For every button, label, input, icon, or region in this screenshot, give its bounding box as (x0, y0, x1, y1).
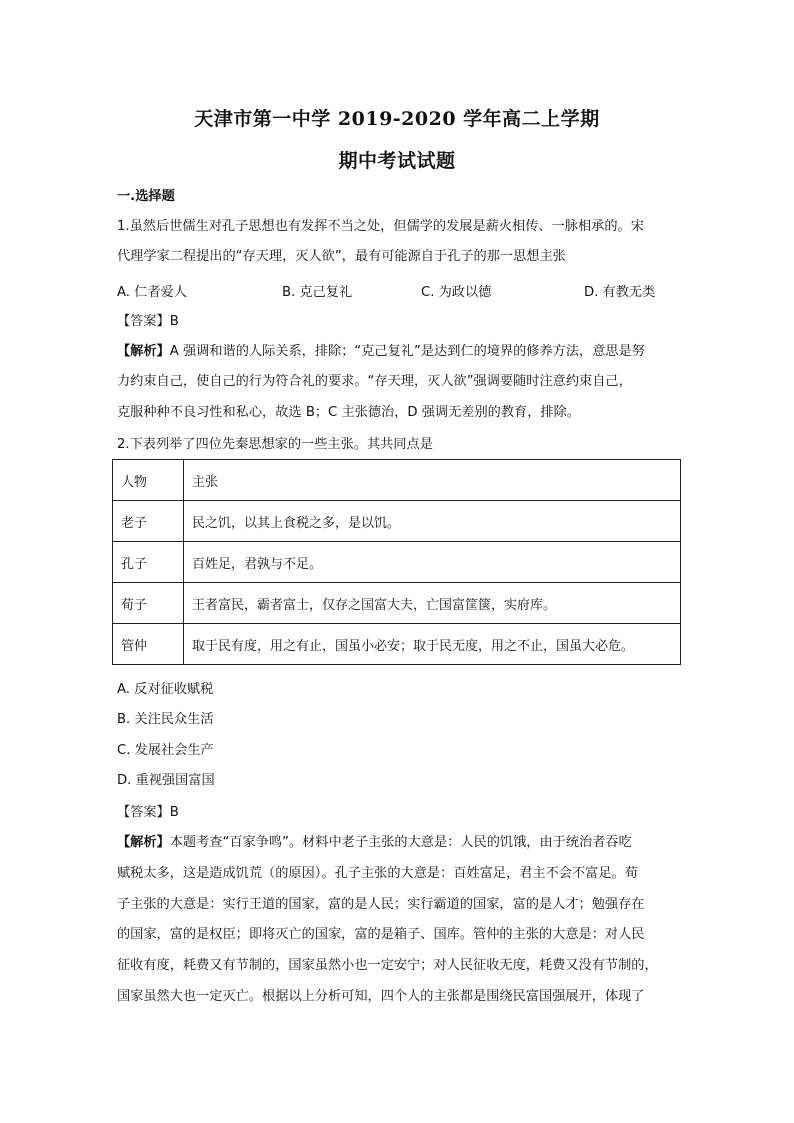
q1-analysis-label: 【解析】 (117, 344, 170, 359)
q2-analysis-line-6: 国家虽然大也一定灭亡。根据以上分析可知，四个人的主张都是围绕民富国强展开，体现了 (117, 989, 645, 1004)
q1-option-b: B. 克己复礼 (282, 285, 353, 300)
table-row (113, 501, 681, 542)
q2-analysis-line-2: 赋税太多，这是造成饥荒（的原因）。孔子主张的大意是：百姓富足，君主不会不富足。荀 (117, 866, 638, 881)
q1-answer: 【答案】B (117, 314, 179, 329)
table-row (113, 583, 681, 624)
q1-analysis-line-1 (117, 343, 679, 361)
q1-analysis-line-3: 克服种种不良习性和私心，故选 B；C 主张德治，D 强调无差别的教育，排除。 (117, 405, 580, 420)
q1-option-a: A. 仁者爱人 (117, 285, 187, 300)
table-header-cell: 主张 (184, 460, 681, 501)
q1-text-line-1: 1.虽然后世儒生对孔子思想也有发挥不当之处，但儒学的发展是薪火相传、一脉相承的。宋 (117, 219, 644, 234)
table-header-row (113, 460, 681, 501)
table-cell-person: 管仲 (113, 624, 184, 665)
table-header-cell: 人物 (113, 460, 184, 501)
q2-analysis-label: 【解析】 (117, 835, 170, 850)
table-cell-person: 孔子 (113, 542, 184, 583)
q2-analysis-line-3: 子主张的大意是：实行王道的国家，富的是人民；实行霸道的国家，富的是人才；勉强存在 (117, 897, 645, 912)
q1-analysis-line-2: 力约束自己，使自己的行为符合礼的要求。“存天理，灭人欲”强调要随时注意约束自己， (117, 374, 632, 389)
q1-analysis-text-1: A 强调和谐的人际关系，排除；“克己复礼”是达到仁的境界的修养方法，意思是努 (169, 344, 645, 359)
document-title-line-2: 期中考试试题 (338, 150, 456, 172)
q2-option-d: D. 重视强国富国 (117, 773, 215, 788)
table-cell-claim: 王者富民，霸者富士，仅存之国富大夫，亡国富筐箧，实府库。 (184, 583, 681, 624)
q2-answer: 【答案】B (117, 805, 179, 820)
q1-options (117, 281, 679, 299)
table-cell-claim: 百姓足，君孰与不足。 (184, 542, 681, 583)
table-cell-claim: 民之饥，以其上食税之多，是以饥。 (184, 501, 681, 542)
q2-table (112, 459, 681, 665)
q2-option-c: C. 发展社会生产 (117, 743, 214, 758)
table-row (113, 542, 681, 583)
q2-analysis-line-4: 的国家，富的是权臣；即将灭亡的国家，富的是箱子、国库。管仲的主张的大意是：对人民 (117, 927, 645, 942)
section-heading: 一.选择题 (117, 189, 175, 204)
table-cell-person: 老子 (113, 501, 184, 542)
document-title-line-1: 天津市第一中学 2019-2020 学年高二上学期 (194, 108, 600, 130)
q2-option-a: A. 反对征收赋税 (117, 682, 214, 697)
q2-analysis-line-1 (117, 834, 679, 852)
table-row (113, 624, 681, 665)
q1-option-d: D. 有教无类 (584, 285, 656, 300)
q1-option-c: C. 为政以德 (421, 285, 492, 300)
q2-analysis-text-1: 本题考查“百家争鸣”。材料中老子主张的大意是：人民的饥饿，由于统治者吞吃 (169, 835, 632, 850)
q1-text-line-2: 代理学家二程提出的“存天理，灭人欲”，最有可能源自于孔子的那一思想主张 (117, 249, 566, 264)
table-cell-claim: 取于民有度，用之有止，国虽小必安；取于民无度，用之不止，国虽大必危。 (184, 624, 681, 665)
q2-option-b: B. 关注民众生活 (117, 712, 214, 727)
q2-text: 2.下表列举了四位先秦思想家的一些主张。其共同点是 (117, 437, 433, 452)
table-cell-person: 荀子 (113, 583, 184, 624)
q2-analysis-line-5: 征收有度，耗费又有节制的，国家虽然小也一定安宁；对人民征收无度，耗费又没有节制的， (117, 958, 658, 973)
